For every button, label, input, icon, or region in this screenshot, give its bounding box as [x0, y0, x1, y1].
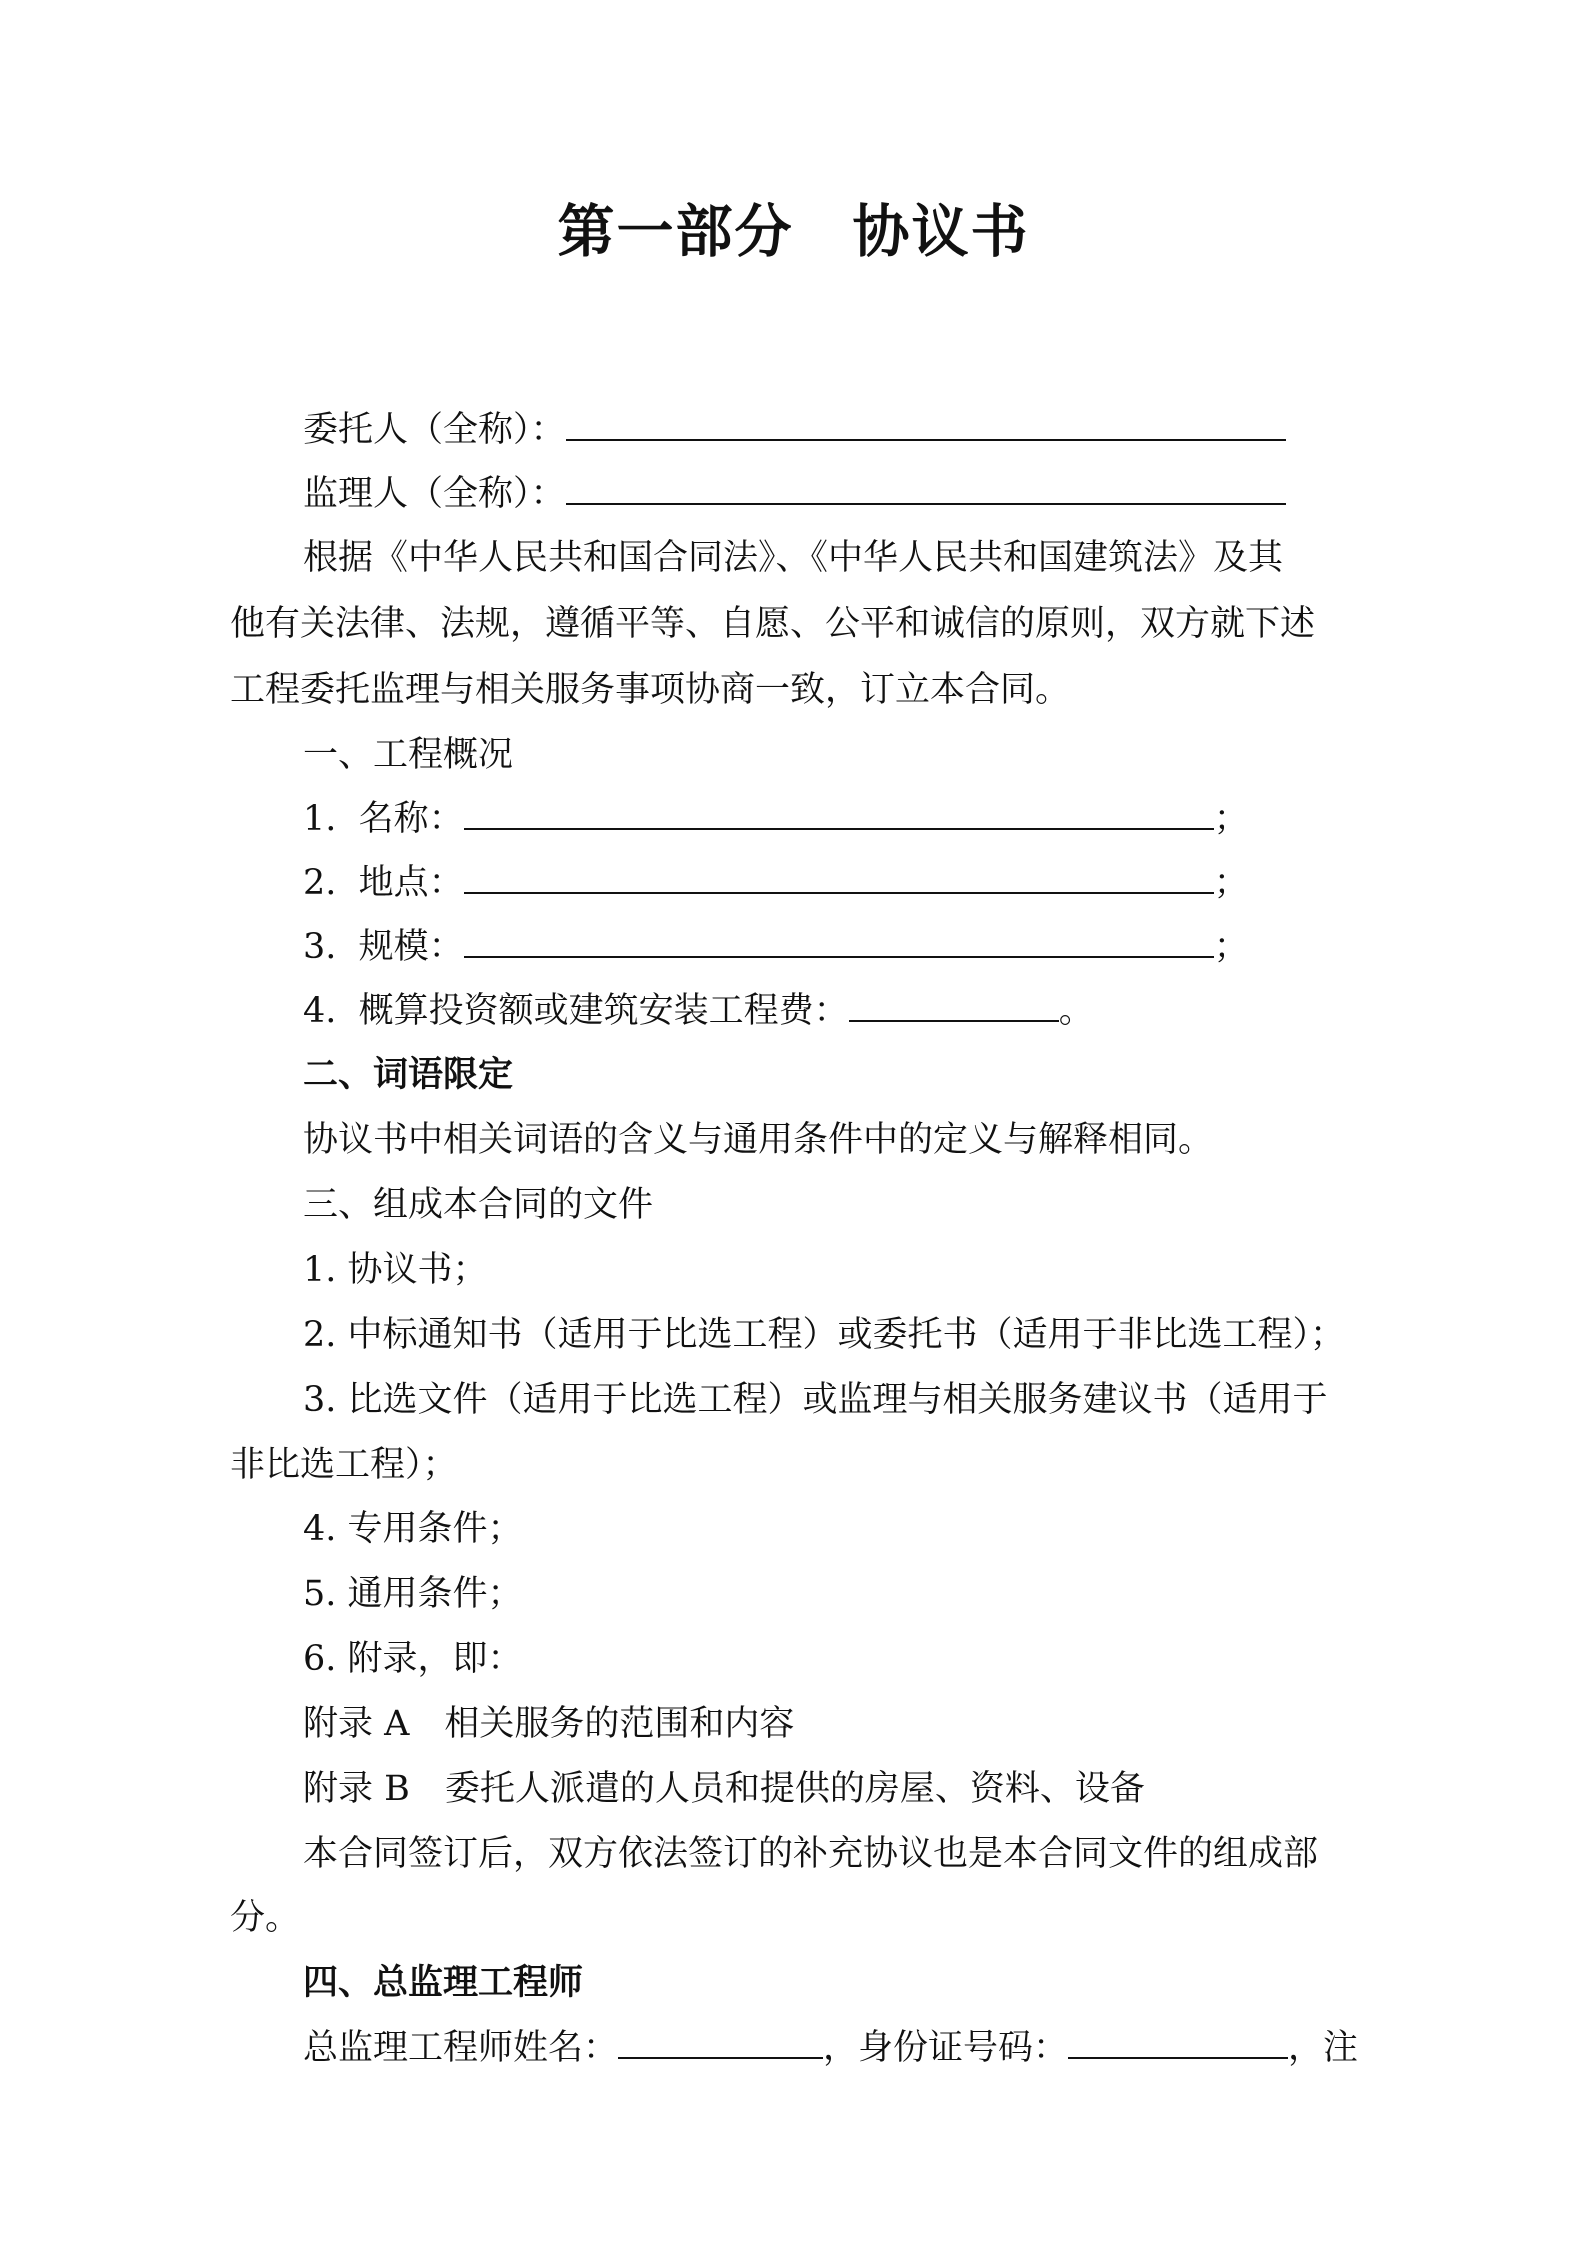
page-title: 第一部分 协议书: [557, 198, 1030, 265]
project-location-blank[interactable]: [464, 862, 1214, 894]
project-location-row: [303, 861, 1249, 905]
id-number-blank[interactable]: [1068, 2027, 1288, 2059]
preamble-line-2: 他有关法律、法规，遵循平等、自愿、公平和诚信的原则，双方就下述: [230, 604, 1316, 644]
appendix-a: 附录 A 相关服务的范围和内容: [303, 1704, 795, 1744]
project-scale-label: 规模：: [358, 927, 464, 967]
id-number-label: ，身份证号码：: [823, 2028, 1069, 2068]
preamble-line-1: 根据《中华人民共和国合同法》、《中华人民共和国建筑法》及其: [303, 538, 1284, 578]
section4-heading: 四、总监理工程师: [303, 1962, 584, 2003]
section3-closing-line-2: 分。: [230, 1898, 301, 1938]
section1-heading: 一、工程概况: [303, 735, 514, 775]
chief-engineer-name-label: 总监理工程师姓名：: [303, 2028, 619, 2068]
section2-heading: 二、词语限定: [303, 1054, 514, 1095]
item-number: 2.: [303, 863, 337, 903]
client-row: [303, 408, 1286, 452]
chief-engineer-row: [303, 2026, 1358, 2070]
section2-text: 协议书中相关词语的含义与通用条件中的定义与解释相同。: [303, 1120, 1214, 1160]
section3-heading: 三、组成本合同的文件: [303, 1185, 654, 1225]
item-number: 4.: [303, 991, 337, 1031]
project-location-label: 地点：: [358, 863, 464, 903]
document-item-2: 2. 中标通知书（适用于比选工程）或委托书（适用于非比选工程）；: [303, 1315, 1346, 1355]
project-scale-blank[interactable]: [464, 926, 1214, 958]
project-cost-row: [303, 989, 1094, 1033]
row-end-punct: 。: [1058, 991, 1094, 1031]
document-item-6: 6. 附录，即：: [303, 1639, 523, 1679]
project-name-label: 名称：: [358, 799, 464, 839]
document-item-3-line-2: 非比选工程）；: [230, 1445, 458, 1485]
document-item-1: 1. 协议书；: [303, 1250, 488, 1290]
document-item-3-line-1: 3. 比选文件（适用于比选工程）或监理与相关服务建议书（适用于: [303, 1380, 1328, 1420]
supervisor-row: [303, 472, 1286, 516]
item-number: 3.: [303, 927, 337, 967]
document-item-4: 4. 专用条件；: [303, 1509, 523, 1549]
project-cost-label: 概算投资额或建筑安装工程费：: [358, 991, 849, 1031]
appendix-b: 附录 B 委托人派遣的人员和提供的房屋、资料、设备: [303, 1769, 1145, 1809]
row-end-punct: ；: [1213, 863, 1249, 903]
client-name-blank[interactable]: [566, 409, 1286, 441]
project-cost-blank[interactable]: [849, 990, 1059, 1022]
row-tail-text: ，注: [1288, 2028, 1359, 2068]
section3-closing-line-1: 本合同签订后，双方依法签订的补充协议也是本合同文件的组成部: [303, 1834, 1319, 1874]
item-number: 1.: [303, 799, 337, 839]
preamble-line-3: 工程委托监理与相关服务事项协商一致，订立本合同。: [230, 670, 1071, 710]
row-end-punct: ；: [1213, 799, 1249, 839]
document-item-5: 5. 通用条件；: [303, 1574, 523, 1614]
project-name-blank[interactable]: [464, 798, 1214, 830]
supervisor-label: 监理人（全称）：: [303, 474, 566, 514]
chief-engineer-name-blank[interactable]: [618, 2027, 823, 2059]
row-end-punct: ；: [1213, 927, 1249, 967]
project-scale-row: [303, 925, 1249, 969]
supervisor-name-blank[interactable]: [566, 473, 1286, 505]
client-label: 委托人（全称）：: [303, 410, 566, 450]
project-name-row: [303, 797, 1249, 841]
